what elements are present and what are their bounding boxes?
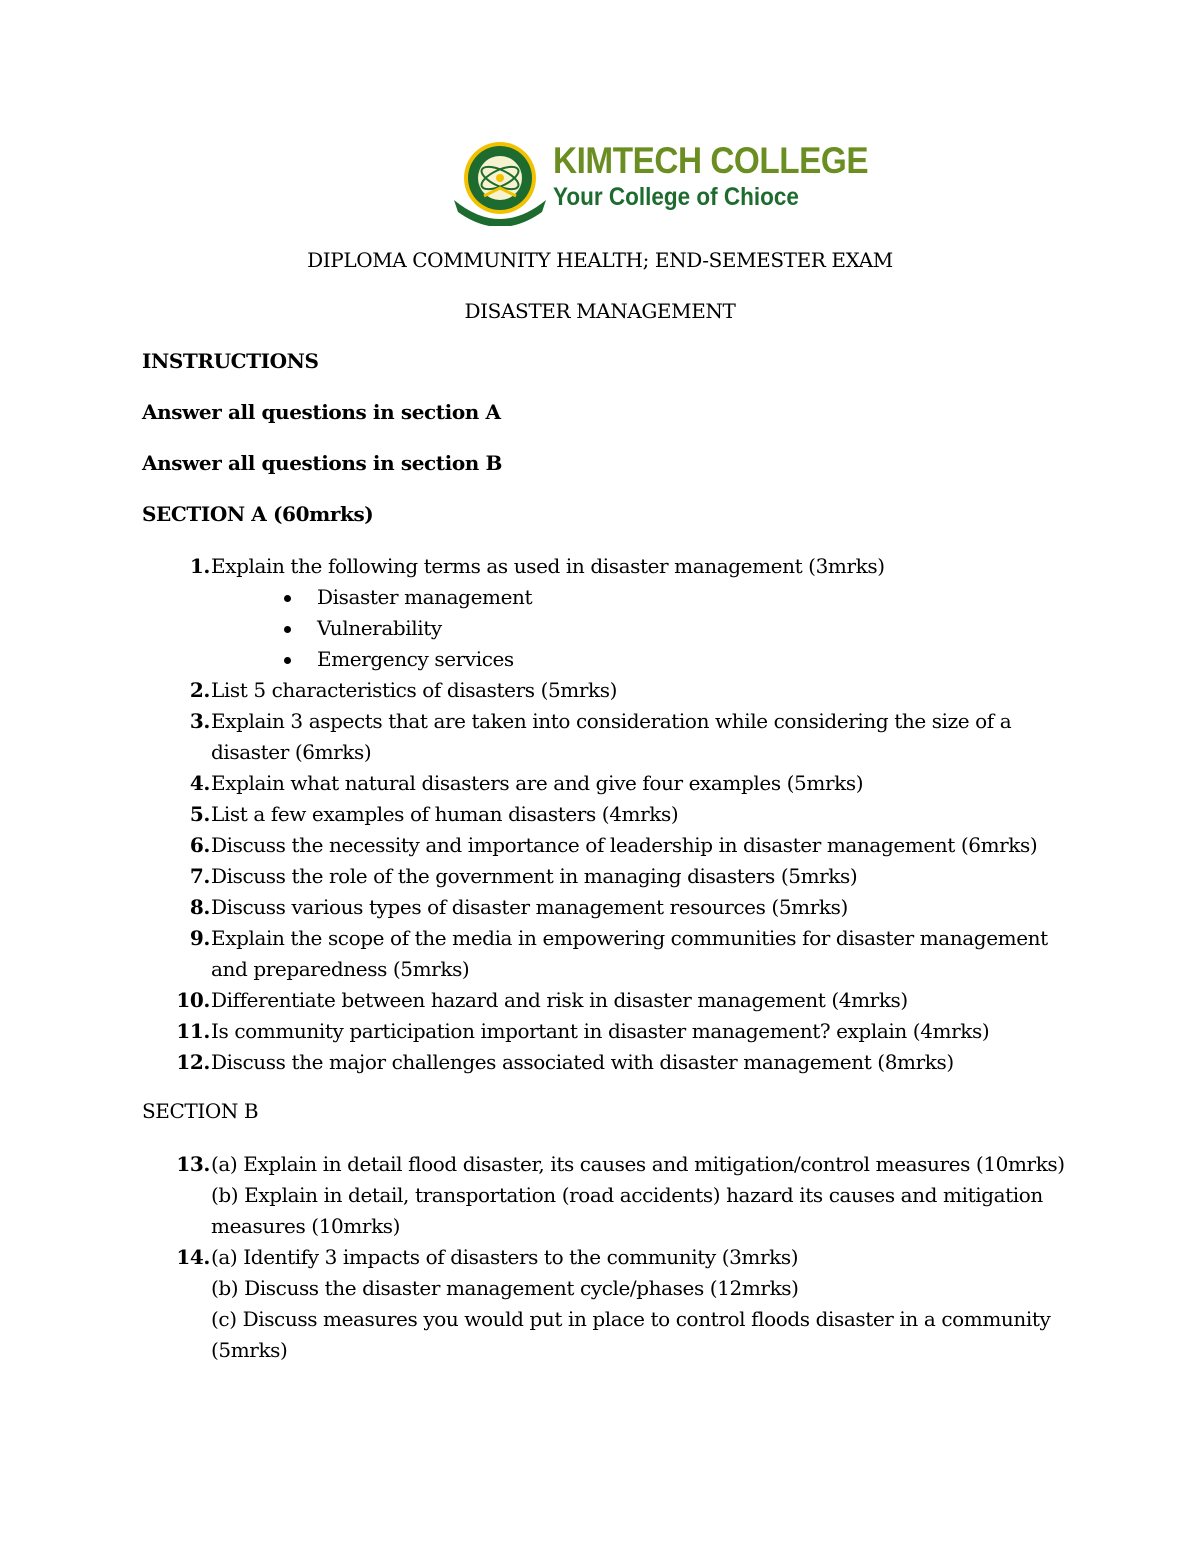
section-a-heading: SECTION A (60mrks) (142, 502, 374, 526)
section-b-heading: SECTION B (142, 1099, 259, 1123)
question-text: Discuss the major challenges associated with disaster management (8mrks) (211, 1050, 954, 1074)
question-part: (b) Discuss the disaster management cycle/phases (12mrks) (211, 1276, 799, 1300)
college-tagline: Your College of Chioce (553, 183, 799, 211)
question-number: 1. (189, 554, 210, 578)
question-text: Discuss the necessity and importance of leadership in disaster management (6mrks) (211, 833, 1038, 857)
question-text (211, 1242, 1071, 1366)
question-number: 14. (176, 1245, 210, 1269)
instruction-item: Answer all questions in section B (142, 451, 502, 475)
question-text: Is community participation important in disaster management? explain (4mrks) (211, 1019, 990, 1043)
question-text: Explain what natural disasters are and give four examples (5mrks) (211, 771, 864, 795)
instructions-heading: INSTRUCTIONS (142, 349, 319, 373)
question-number: 13. (176, 1152, 210, 1176)
question-text (211, 1149, 1071, 1242)
question-text: Explain 3 aspects that are taken into consideration while considering the size of a disaster (6mrks) (211, 709, 1012, 764)
exam-title: DIPLOMA COMMUNITY HEALTH; END-SEMESTER EXAM (307, 248, 893, 272)
question-number: 11. (176, 1019, 210, 1043)
question-text: Discuss the role of the government in managing disasters (5mrks) (211, 864, 858, 888)
question-text: Differentiate between hazard and risk in disaster management (4mrks) (211, 988, 908, 1012)
subject-title: DISASTER MANAGEMENT (464, 299, 736, 323)
question-number: 4. (189, 771, 210, 795)
question-number: 10. (176, 988, 210, 1012)
bullet-text: Vulnerability (317, 616, 442, 640)
question-part: (a) Explain in detail flood disaster, its causes and mitigation/control measures (10mrks) (211, 1152, 1065, 1176)
question-text: Discuss various types of disaster management resources (5mrks) (211, 895, 848, 919)
bullet-text: Emergency services (317, 647, 514, 671)
question-number: 9. (189, 926, 210, 950)
question-text: List a few examples of human disasters (4mrks) (211, 802, 679, 826)
question-part: (a) Identify 3 impacts of disasters to the community (3mrks) (211, 1245, 799, 1269)
instruction-item: Answer all questions in section A (142, 400, 501, 424)
college-crest-icon (450, 138, 550, 226)
bullet-icon (284, 595, 291, 602)
bullet-icon (284, 626, 291, 633)
question-number: 7. (189, 864, 210, 888)
question-part: (b) Explain in detail, transportation (road accidents) hazard its causes and mitigation measures (10mrks) (211, 1183, 1043, 1238)
question-number: 2. (189, 678, 210, 702)
question-part: (c) Discuss measures you would put in place to control floods disaster in a community (5mrks) (211, 1307, 1051, 1362)
question-number: 12. (176, 1050, 210, 1074)
question-number: 3. (189, 709, 210, 733)
bullet-text: Disaster management (317, 585, 533, 609)
college-name: KIMTECH COLLEGE (553, 140, 869, 181)
question-text: Explain the scope of the media in empowering communities for disaster management and preparedness (5mrks) (211, 926, 1048, 981)
question-number: 8. (189, 895, 210, 919)
question-number: 6. (189, 833, 210, 857)
bullet-icon (284, 657, 291, 664)
question-number: 5. (189, 802, 210, 826)
question-text: List 5 characteristics of disasters (5mrks) (211, 678, 618, 702)
question-text: Explain the following terms as used in disaster management (3mrks) (211, 554, 885, 578)
college-logo (450, 138, 869, 228)
